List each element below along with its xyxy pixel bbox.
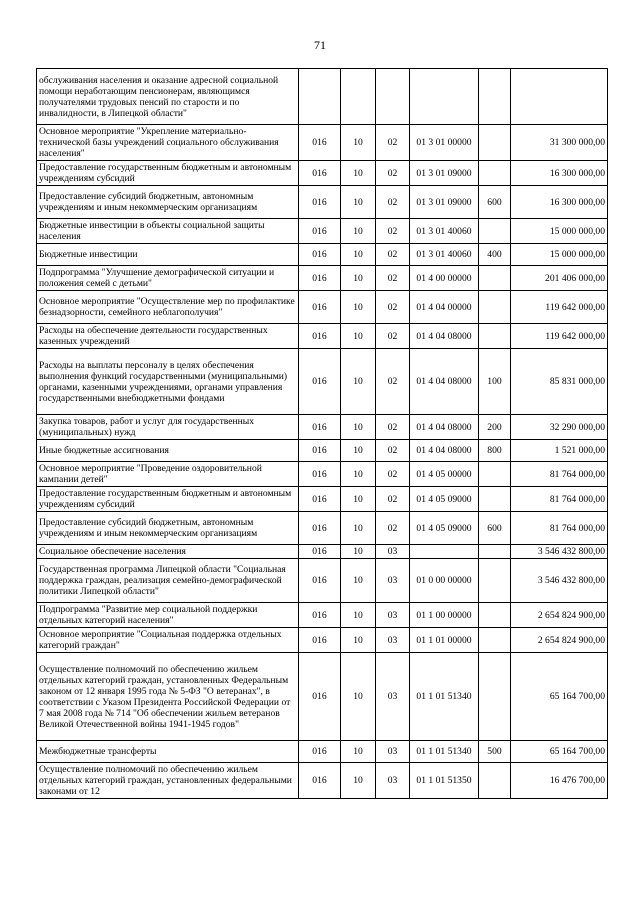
- table-row: [37, 545, 608, 559]
- table-row: [37, 440, 608, 462]
- target-article-cell: 01 4 00 00000: [410, 266, 479, 291]
- section-code-cell: 10: [341, 219, 376, 244]
- section-code-cell: 10: [341, 291, 376, 324]
- subsection-code-cell: 02: [376, 266, 410, 291]
- section-code-cell: 10: [341, 244, 376, 266]
- target-article-cell: 01 3 01 09000: [410, 161, 479, 186]
- ministry-code-cell: 016: [299, 161, 341, 186]
- table-row: [37, 69, 608, 125]
- target-article-cell: 01 3 01 40060: [410, 244, 479, 266]
- amount-cell: 3 546 432 800,00: [511, 545, 608, 559]
- section-code-cell: 10: [341, 415, 376, 440]
- row-name-cell: обслуживания населения и оказание адресной социальной помощи неработающим пенсионерам, являющимся получателями трудовых пенсий по старости и по инвалидности, в Липецкой области": [37, 69, 299, 125]
- expense-type-cell: 200: [479, 415, 511, 440]
- ministry-code-cell: 016: [299, 266, 341, 291]
- ministry-code-cell: 016: [299, 324, 341, 349]
- section-code-cell: 10: [341, 125, 376, 161]
- subsection-code-cell: 02: [376, 125, 410, 161]
- amount-cell: 1 521 000,00: [511, 440, 608, 462]
- amount-cell: 81 764 000,00: [511, 512, 608, 545]
- expense-type-cell: [479, 653, 511, 741]
- expense-type-cell: [479, 603, 511, 628]
- section-code-cell: 10: [341, 545, 376, 559]
- row-name-cell: Межбюджетные трансферты: [37, 741, 299, 763]
- expense-type-cell: 800: [479, 440, 511, 462]
- expense-type-cell: [479, 628, 511, 653]
- table-row: [37, 741, 608, 763]
- amount-cell: 15 000 000,00: [511, 219, 608, 244]
- row-name-cell: Предоставление государственным бюджетным и автономным учреждениям субсидий: [37, 161, 299, 186]
- row-name-cell: Подпрограмма "Развитие мер социальной поддержки отдельных категорий населения": [37, 603, 299, 628]
- section-code-cell: 10: [341, 462, 376, 487]
- table-row: [37, 324, 608, 349]
- subsection-code-cell: 02: [376, 219, 410, 244]
- amount-cell: 16 300 000,00: [511, 186, 608, 219]
- row-name-cell: Предоставление государственным бюджетным и автономным учреждениям субсидий: [37, 487, 299, 512]
- ministry-code-cell: 016: [299, 125, 341, 161]
- subsection-code-cell: 03: [376, 545, 410, 559]
- amount-cell: 81 764 000,00: [511, 462, 608, 487]
- target-article-cell: 01 1 01 51340: [410, 653, 479, 741]
- row-name-cell: Осуществление полномочий по обеспечению жильем отдельных категорий граждан, установленных федеральными законами от 12: [37, 763, 299, 799]
- expense-type-cell: 500: [479, 741, 511, 763]
- subsection-code-cell: 02: [376, 324, 410, 349]
- section-code-cell: [341, 69, 376, 125]
- ministry-code-cell: 016: [299, 291, 341, 324]
- subsection-code-cell: 02: [376, 244, 410, 266]
- expense-type-cell: [479, 763, 511, 799]
- table-row: [37, 462, 608, 487]
- expense-type-cell: 600: [479, 512, 511, 545]
- expense-type-cell: [479, 462, 511, 487]
- subsection-code-cell: 02: [376, 462, 410, 487]
- table-row: [37, 653, 608, 741]
- target-article-cell: 01 0 00 00000: [410, 559, 479, 603]
- amount-cell: 119 642 000,00: [511, 291, 608, 324]
- section-code-cell: 10: [341, 512, 376, 545]
- target-article-cell: 01 4 05 09000: [410, 512, 479, 545]
- table-row: [37, 161, 608, 186]
- expense-type-cell: [479, 487, 511, 512]
- row-name-cell: Предоставление субсидий бюджетным, автономным учреждениям и иным некоммерческим организациям: [37, 512, 299, 545]
- section-code-cell: 10: [341, 628, 376, 653]
- section-code-cell: 10: [341, 186, 376, 219]
- amount-cell: 85 831 000,00: [511, 349, 608, 415]
- amount-cell: 119 642 000,00: [511, 324, 608, 349]
- ministry-code-cell: 016: [299, 186, 341, 219]
- ministry-code-cell: 016: [299, 741, 341, 763]
- target-article-cell: 01 4 04 08000: [410, 415, 479, 440]
- target-article-cell: 01 4 04 08000: [410, 349, 479, 415]
- amount-cell: 16 300 000,00: [511, 161, 608, 186]
- row-name-cell: Основное мероприятие "Осуществление мер по профилактике безнадзорности, семейного неблагополучия": [37, 291, 299, 324]
- section-code-cell: 10: [341, 487, 376, 512]
- table-row: [37, 244, 608, 266]
- section-code-cell: 10: [341, 161, 376, 186]
- ministry-code-cell: [299, 69, 341, 125]
- subsection-code-cell: 02: [376, 440, 410, 462]
- table-row: [37, 219, 608, 244]
- expense-type-cell: [479, 125, 511, 161]
- amount-cell: 3 546 432 800,00: [511, 559, 608, 603]
- target-article-cell: 01 1 01 51350: [410, 763, 479, 799]
- row-name-cell: Основное мероприятие "Проведение оздоровительной кампании детей": [37, 462, 299, 487]
- ministry-code-cell: 016: [299, 415, 341, 440]
- ministry-code-cell: 016: [299, 462, 341, 487]
- subsection-code-cell: 02: [376, 161, 410, 186]
- subsection-code-cell: 02: [376, 349, 410, 415]
- table-row: [37, 349, 608, 415]
- row-name-cell: Расходы на обеспечение деятельности государственных казенных учреждений: [37, 324, 299, 349]
- section-code-cell: 10: [341, 349, 376, 415]
- table-row: [37, 603, 608, 628]
- row-name-cell: Подпрограмма "Улучшение демографической ситуации и положения семей с детьми": [37, 266, 299, 291]
- ministry-code-cell: 016: [299, 763, 341, 799]
- ministry-code-cell: 016: [299, 219, 341, 244]
- target-article-cell: 01 4 04 08000: [410, 324, 479, 349]
- section-code-cell: 10: [341, 603, 376, 628]
- row-name-cell: Бюджетные инвестиции: [37, 244, 299, 266]
- table-row: [37, 186, 608, 219]
- amount-cell: 2 654 824 900,00: [511, 628, 608, 653]
- ministry-code-cell: 016: [299, 487, 341, 512]
- expense-type-cell: 600: [479, 186, 511, 219]
- row-name-cell: Основное мероприятие "Укрепление материально-технической базы учреждений социального обслуживания населения": [37, 125, 299, 161]
- amount-cell: 2 654 824 900,00: [511, 603, 608, 628]
- amount-cell: 81 764 000,00: [511, 487, 608, 512]
- table-row: [37, 628, 608, 653]
- page-number: 71: [314, 38, 326, 52]
- target-article-cell: 01 3 01 00000: [410, 125, 479, 161]
- table-row: [37, 291, 608, 324]
- table-row: [37, 512, 608, 545]
- table-row: [37, 487, 608, 512]
- amount-cell: 65 164 700,00: [511, 741, 608, 763]
- amount-cell: [511, 69, 608, 125]
- row-name-cell: Осуществление полномочий по обеспечению жильем отдельных категорий граждан, установленных Федеральным законом от 12 января 1995 года № 5-ФЗ "О ветеранах", в соответствии с Указом Президента Российской Федерации от 7 мая 2008 года № 714 "Об обеспечении жильем ветеранов Великой Отечественной войны 1941-1945 годов": [37, 653, 299, 741]
- row-name-cell: Основное мероприятие "Социальная поддержка отдельных категорий граждан": [37, 628, 299, 653]
- expense-type-cell: 400: [479, 244, 511, 266]
- target-article-cell: 01 1 01 00000: [410, 628, 479, 653]
- section-code-cell: 10: [341, 763, 376, 799]
- section-code-cell: 10: [341, 440, 376, 462]
- expense-type-cell: [479, 266, 511, 291]
- subsection-code-cell: 03: [376, 653, 410, 741]
- amount-cell: 15 000 000,00: [511, 244, 608, 266]
- target-article-cell: 01 3 01 40060: [410, 219, 479, 244]
- table-row: [37, 125, 608, 161]
- row-name-cell: Предоставление субсидий бюджетным, автономным учреждениям и иным некоммерческим организациям: [37, 186, 299, 219]
- expense-type-cell: [479, 219, 511, 244]
- row-name-cell: Расходы на выплаты персоналу в целях обеспечения выполнения функций государственными (муниципальными) органами, казенными учреждениями, органами управления государственными внебюджетными фондами: [37, 349, 299, 415]
- subsection-code-cell: 03: [376, 741, 410, 763]
- table-row: [37, 763, 608, 799]
- ministry-code-cell: 016: [299, 628, 341, 653]
- section-code-cell: 10: [341, 559, 376, 603]
- table-row: [37, 266, 608, 291]
- target-article-cell: 01 4 05 09000: [410, 487, 479, 512]
- subsection-code-cell: [376, 69, 410, 125]
- amount-cell: 32 290 000,00: [511, 415, 608, 440]
- expense-type-cell: [479, 559, 511, 603]
- target-article-cell: 01 3 01 09000: [410, 186, 479, 219]
- subsection-code-cell: 02: [376, 512, 410, 545]
- amount-cell: 201 406 000,00: [511, 266, 608, 291]
- expense-type-cell: 100: [479, 349, 511, 415]
- ministry-code-cell: 016: [299, 559, 341, 603]
- row-name-cell: Социальное обеспечение населения: [37, 545, 299, 559]
- expense-type-cell: [479, 324, 511, 349]
- table-row: [37, 415, 608, 440]
- section-code-cell: 10: [341, 653, 376, 741]
- expense-type-cell: [479, 69, 511, 125]
- ministry-code-cell: 016: [299, 512, 341, 545]
- target-article-cell: 01 4 04 08000: [410, 440, 479, 462]
- subsection-code-cell: 03: [376, 763, 410, 799]
- subsection-code-cell: 02: [376, 291, 410, 324]
- target-article-cell: 01 4 05 00000: [410, 462, 479, 487]
- expense-type-cell: [479, 545, 511, 559]
- subsection-code-cell: 02: [376, 487, 410, 512]
- section-code-cell: 10: [341, 741, 376, 763]
- ministry-code-cell: 016: [299, 349, 341, 415]
- target-article-cell: 01 4 04 00000: [410, 291, 479, 324]
- target-article-cell: 01 1 01 51340: [410, 741, 479, 763]
- table-row: [37, 559, 608, 603]
- ministry-code-cell: 016: [299, 440, 341, 462]
- subsection-code-cell: 03: [376, 559, 410, 603]
- section-code-cell: 10: [341, 266, 376, 291]
- subsection-code-cell: 02: [376, 186, 410, 219]
- row-name-cell: Государственная программа Липецкой области "Социальная поддержка граждан, реализация семейно-демографической политики Липецкой области": [37, 559, 299, 603]
- amount-cell: 16 476 700,00: [511, 763, 608, 799]
- subsection-code-cell: 03: [376, 603, 410, 628]
- subsection-code-cell: 02: [376, 415, 410, 440]
- row-name-cell: Закупка товаров, работ и услуг для государственных (муниципальных) нужд: [37, 415, 299, 440]
- ministry-code-cell: 016: [299, 653, 341, 741]
- ministry-code-cell: 016: [299, 603, 341, 628]
- ministry-code-cell: 016: [299, 244, 341, 266]
- ministry-code-cell: 016: [299, 545, 341, 559]
- row-name-cell: Бюджетные инвестиции в объекты социальной защиты населения: [37, 219, 299, 244]
- amount-cell: 65 164 700,00: [511, 653, 608, 741]
- target-article-cell: [410, 545, 479, 559]
- budget-table: [36, 68, 608, 799]
- section-code-cell: 10: [341, 324, 376, 349]
- target-article-cell: 01 1 00 00000: [410, 603, 479, 628]
- row-name-cell: Иные бюджетные ассигнования: [37, 440, 299, 462]
- expense-type-cell: [479, 291, 511, 324]
- table-body: [37, 69, 608, 799]
- amount-cell: 31 300 000,00: [511, 125, 608, 161]
- target-article-cell: [410, 69, 479, 125]
- subsection-code-cell: 03: [376, 628, 410, 653]
- expense-type-cell: [479, 161, 511, 186]
